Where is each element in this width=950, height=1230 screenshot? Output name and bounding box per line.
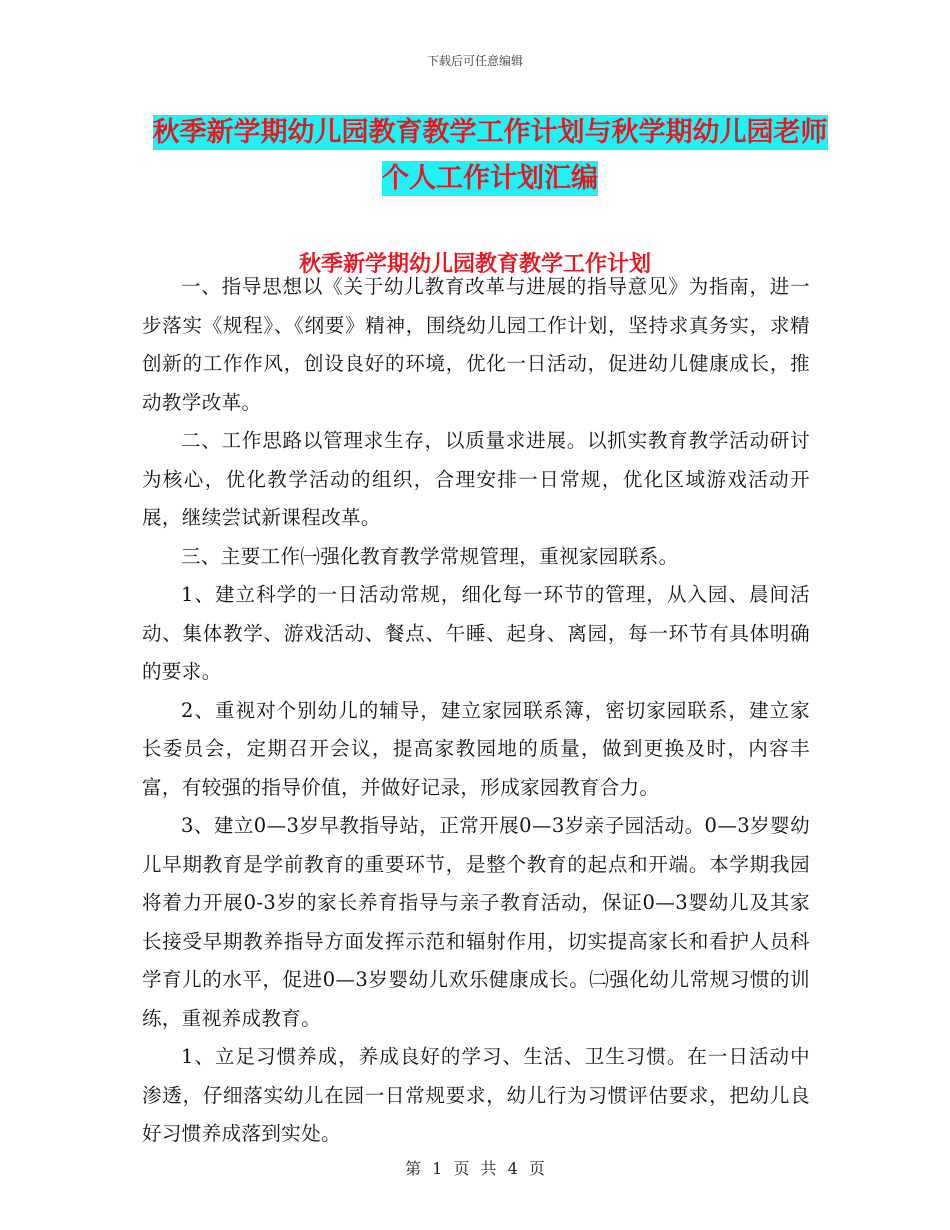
paragraph-item-2: 2、重视对个别幼儿的辅导，建立家园联系簿，密切家园联系，建立家长委员会，定期召开会议，提高家教园地的质量，做到更换及时，内容丰富，有较强的指导价值，并做好记录，形成家园教育合力。 bbox=[142, 698, 810, 799]
header-note: 下载后可任意编辑 bbox=[426, 54, 523, 68]
section-title: 秋季新学期幼儿园教育教学工作计划 bbox=[298, 252, 651, 277]
paragraph-item-1: 1、建立科学的一日活动常规，细化每一环节的管理，从入园、晨间活动、集体教学、游戏活动、餐点、午睡、起身、离园，每一环节有具体明确的要求。 bbox=[142, 583, 810, 683]
document-title bbox=[140, 110, 840, 202]
document-title-text: 秋季新学期幼儿园教育教学工作计划与秋学期幼儿园老师个人工作计划汇编 bbox=[152, 117, 828, 194]
paragraph-guiding-ideology: 一、指导思想以《关于幼儿教育改革与进展的指导意见》为指南，进一步落实《规程》、《纲要》精神，围绕幼儿园工作计划，坚持求真务实，求精创新的工作作风，创设良好的环境，优化一日活动，促进幼儿健康成长，推动教学改革。 bbox=[142, 275, 810, 414]
paragraph-main-work: 三、主要工作㈠强化教育教学常规管理，重视家园联系。 bbox=[181, 544, 679, 568]
page-footer: 第 1 页 共 4 页 bbox=[405, 1159, 545, 1178]
paragraph-habit-1: 1、立足习惯养成，养成良好的学习、生活、卫生习惯。在一日活动中渗透，仔细落实幼儿在园一日常规要求，幼儿行为习惯评估要求，把幼儿良好习惯养成落到实处。 bbox=[142, 1045, 810, 1145]
paragraph-item-3: 3、建立0—3岁早教指导站，正常开展0—3岁亲子园活动。0—3岁婴幼儿早期教育是学前教育的重要环节，是整个教育的起点和开端。本学期我园将着力开展0-3岁的家长养育指导与亲子教育活动，保证0—3婴幼儿及其家长接受早期教养指导方面发挥示范和辐射作用，切实提高家长和看护人员科学育儿的水平，促进0—3岁婴幼儿欢乐健康成长。㈡强化幼儿常规习惯的训练，重视养成教育。 bbox=[142, 814, 810, 1030]
document-body bbox=[142, 268, 810, 1154]
paragraph-work-approach: 二、工作思路以管理求生存，以质量求进展。以抓实教育教学活动研讨为核心，优化教学活动的组织，合理安排一日常规，优化区域游戏活动开展，继续尝试新课程改革。 bbox=[142, 429, 810, 529]
